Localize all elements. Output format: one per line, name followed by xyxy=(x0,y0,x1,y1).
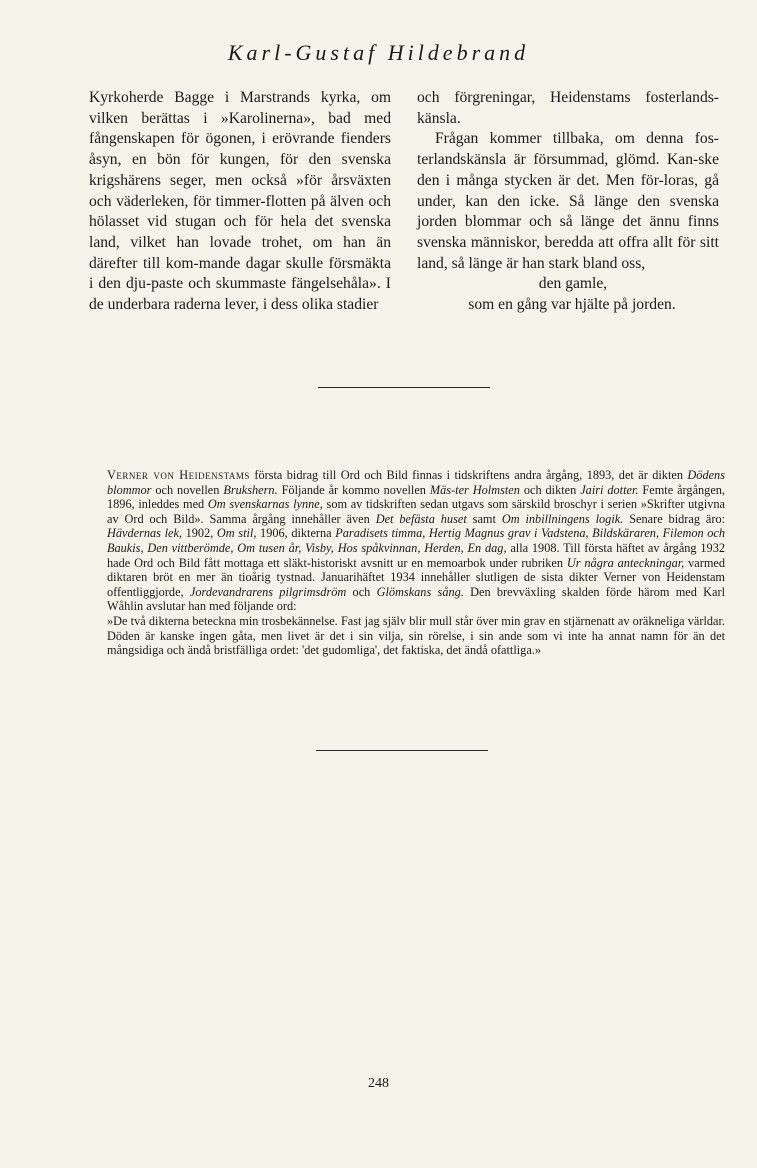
work-title: Jordevandrarens pilgrimsdröm xyxy=(189,584,347,599)
right-column-paragraph-1: och förgreningar, Heidenstams fosterlands-känsla. xyxy=(417,89,719,127)
section-divider xyxy=(318,387,490,388)
footnote-text: alla 1908. Till första häftet av årgång 1932 hade Ord och Bild fått mottaga ett släkt-historiskt avsnitt ur en memoarbok under rubriken xyxy=(107,540,725,570)
work-title: Mäs-ter Holmsten xyxy=(429,482,520,497)
left-column-text: Kyrkoherde Bagge i Marstrands kyrka, om vilken berättas i »Karolinerna», bad med fångenskapen för ögonen, i erövrande fienders åsyn, en bön för kungen, för den svenska krigshärens seger, men också »för årsväxten och väderleken, för timmer-flotten på älven och hölasset vid stugan och för hela det svenska land, vilket han lovade trohet, om han än därefter till kom-mande dagar skulle försmäkta i den dju-paste och skummaste fängelsehåla». I de underbara raderna lever, i dess olika stadier xyxy=(89,89,391,314)
work-title: Jairi dotter. xyxy=(580,482,639,497)
work-title: Dödens blommor xyxy=(107,468,725,497)
work-title: Glömskans sång. xyxy=(376,584,464,599)
work-title: Hävdernas lek, xyxy=(107,526,182,541)
footnote-text: 1902, xyxy=(182,526,217,541)
left-column xyxy=(89,88,391,316)
right-column xyxy=(417,88,719,316)
footnote-text: och novellen xyxy=(151,482,224,497)
footnote-text: Följande år kommo novellen xyxy=(277,482,430,497)
footnote-text: samt xyxy=(466,511,502,526)
footnote-text: 1906, dikterna xyxy=(256,526,336,541)
footnote-text: varmed diktaren bröt en mer än tioårig tystnad. Januarihäftet 1934 innehåller slutligen de sista dikter Verner von Heidenstam offentliggjorde, xyxy=(107,555,725,599)
footnote-text: första bidrag till Ord och Bild finnas i tidskriftens andra årgång, 1893, det är dikten xyxy=(249,468,688,482)
page-number: 248 xyxy=(368,1076,389,1091)
work-title: Det befästa huset xyxy=(375,511,467,526)
right-column-paragraph-2: Frågan kommer tillbaka, om denna fos-terlandskänsla är försummad, glömd. Kan-ske den i många stycken är det. Men för-loras, gå under, kan den icke. Så länge den svenska jorden blommar och så länge det ännu finns svenska människor, beredda att offra allt för sitt land, så länge är han stark bland oss, xyxy=(417,130,719,272)
work-title: Paradisets timma, Hertig Magnus grav i Vadstena, Bildskäraren, Filemon och Baukis, Den vittberömde, Om tusen år, Visby, Hos spåkvinnan, Herden, En dag, xyxy=(107,526,725,555)
author-name: Verner von Heidenstams xyxy=(107,468,250,482)
work-title: Ur några anteckningar, xyxy=(566,555,685,570)
footnote-paragraph xyxy=(107,468,725,614)
running-head: Karl-Gustaf Hildebrand xyxy=(227,40,530,65)
work-title: Brukshern. xyxy=(223,482,278,497)
footnote-text: Senare bidrag äro: xyxy=(623,511,726,526)
footnote-text: och dikten xyxy=(519,482,581,497)
footnote xyxy=(107,468,725,658)
footnote-text: Den brevväxling skalden förde härom med Karl Wåhlin avslutar han med följande ord: xyxy=(107,584,726,614)
footnote-divider xyxy=(316,750,488,751)
footnote-quote: »De två dikterna beteckna min trosbekännelse. Fast jag själv blir mull står över min grav en stjärnenatt av oräkneliga världar. Döden är kanske ingen gåta, men livet är det i sin vilja, sin rörelse, i sin ande som vi inte ha annat namn för än det mångsidiga och ändå bristfälliga ordet: 'det gudomliga', det faktiska, det ändå ofattliga.» xyxy=(107,613,725,658)
work-title: Om stil, xyxy=(216,526,257,541)
footnote-text: som av tidskriften sedan utgavs som särskild broschyr i serien »Skrifter utgivna av Ord och Bild». Samma årgång innehåller även xyxy=(107,497,725,526)
work-title: Om inbillningens logik. xyxy=(501,511,624,526)
work-title: Om svenskarnas lynne, xyxy=(207,497,323,512)
footnote-text: och xyxy=(346,584,377,599)
verse-line-2: som en gång var hjälte på jorden. xyxy=(468,296,676,314)
verse-line-1: den gamle, xyxy=(538,275,608,293)
footnote-text: Femte årgången, 1896, inleddes med xyxy=(107,482,726,512)
